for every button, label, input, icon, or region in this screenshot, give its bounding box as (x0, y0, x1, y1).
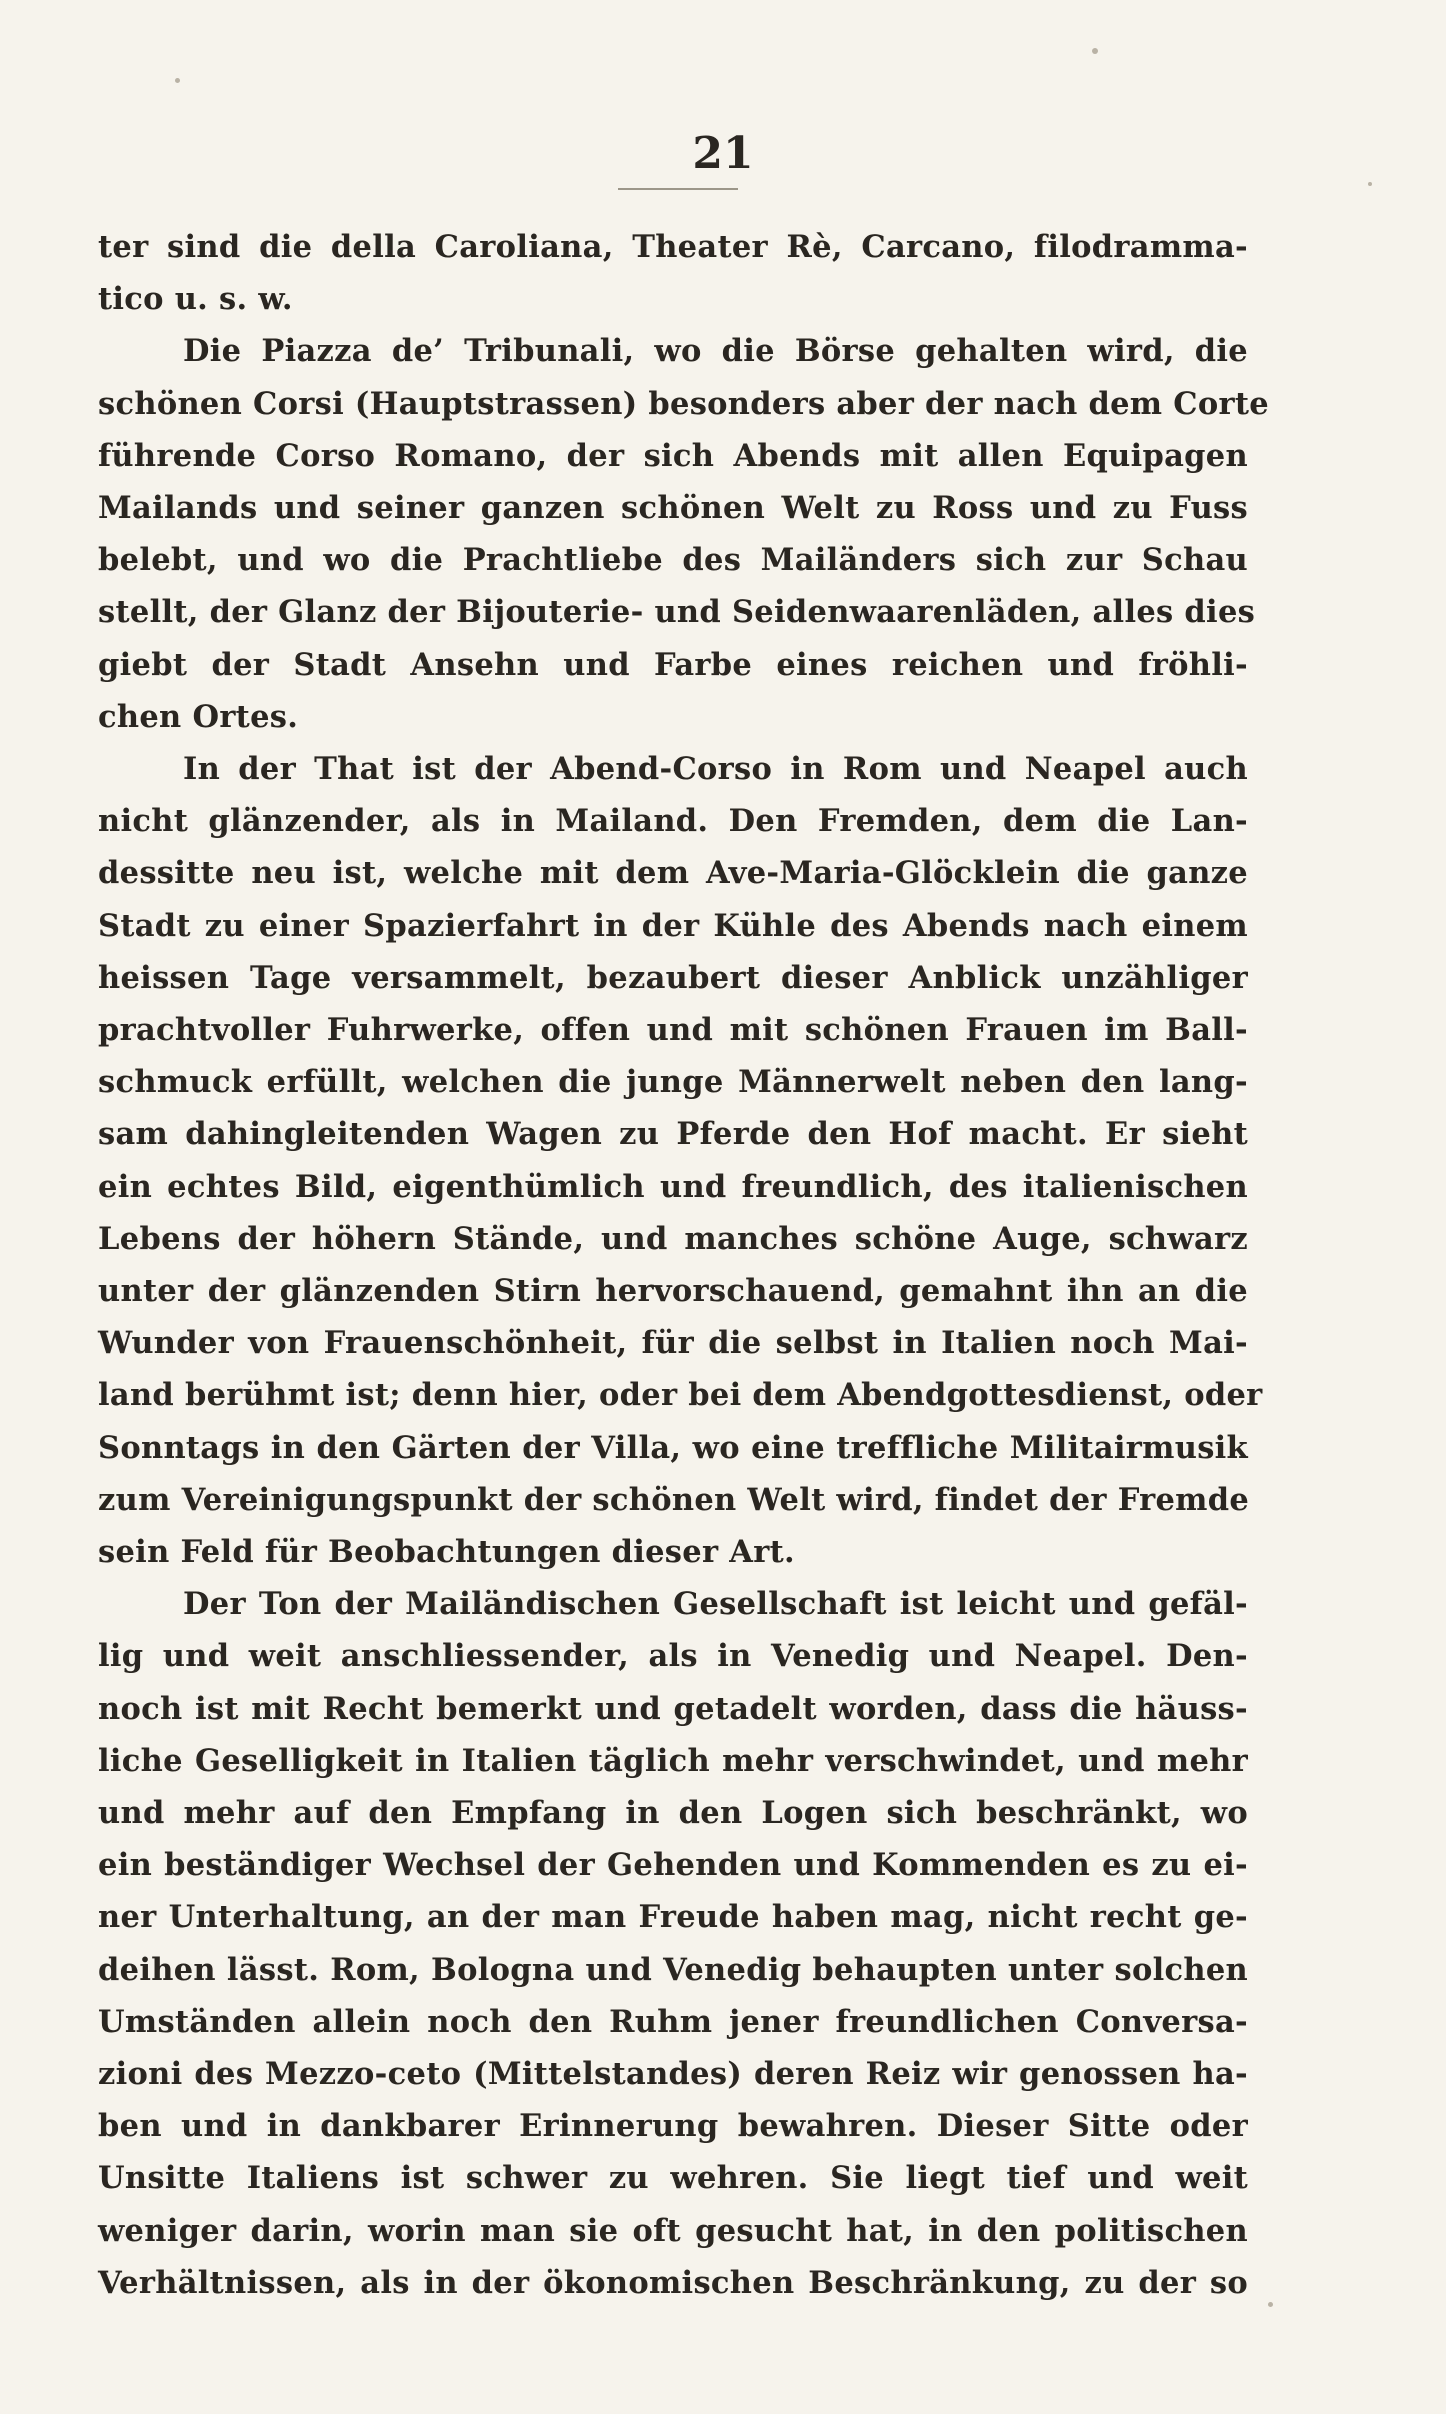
text-line: Lebens der höhern Stände, und manches schöne Auge, schwarz (98, 1220, 1248, 1257)
text-line: schmuck erfüllt, welchen die junge Männerwelt neben den lang- (98, 1064, 1248, 1101)
text-line: Der Ton der Mailändischen Gesellschaft ist leicht und gefäl- (183, 1586, 1248, 1623)
text-line: sam dahingleitenden Wagen zu Pferde den Hof macht. Er sieht (98, 1116, 1248, 1153)
text-line: Stadt zu einer Spazierfahrt in der Kühle des Abends nach einem (98, 907, 1248, 944)
header-rule (618, 188, 738, 190)
text-line: prachtvoller Fuhrwerke, offen und mit schönen Frauen im Ball- (98, 1012, 1248, 1048)
text-line: stellt, der Glanz der Bijouterie- und Seidenwaarenläden, alles dies (98, 594, 1256, 631)
text-line: sein Feld für Beobachtungen dieser Art. (98, 1534, 795, 1570)
text-line: Umständen allein noch den Ruhm jener freundlichen Conversa- (98, 2003, 1248, 2040)
text-line: zum Vereinigungspunkt der schönen Welt wird, findet der Fremde (98, 1481, 1250, 1518)
text-line: und mehr auf den Empfang in den Logen sich beschränkt, wo (98, 1795, 1248, 1831)
text-line: weniger darin, worin man sie oft gesucht hat, in den politischen (98, 2212, 1248, 2249)
text-line: noch ist mit Recht bemerkt und getadelt worden, dass die häuss- (98, 1690, 1248, 1727)
text-line: tico u. s. w. (98, 281, 293, 318)
text-line: deihen lässt. Rom, Bologna und Venedig behaupten unter solchen (98, 1951, 1248, 1988)
page-number: 21 (692, 128, 754, 179)
paper-speck (175, 78, 180, 83)
text-line: heissen Tage versammelt, bezaubert dieser Anblick unzähliger (98, 959, 1248, 996)
text-line: chen Ortes. (98, 698, 299, 735)
text-line: liche Geselligkeit in Italien täglich mehr verschwindet, und mehr (98, 1742, 1248, 1779)
paper-speck (1368, 182, 1372, 186)
text-line: land berühmt ist; denn hier, oder bei dem Abendgottesdienst, oder (98, 1377, 1263, 1414)
paper-speck (1268, 2302, 1273, 2307)
paper-speck (1092, 48, 1098, 54)
text-line: führende Corso Romano, der sich Abends mit allen Equipagen (98, 437, 1248, 474)
text-line: Mailands und seiner ganzen schönen Welt zu Ross und zu Fuss (98, 490, 1248, 526)
text-line: dessitte neu ist, welche mit dem Ave-Maria-Glöcklein die ganze (98, 855, 1248, 892)
text-line: Unsitte Italiens ist schwer zu wehren. Sie liegt tief und weit (98, 2160, 1248, 2197)
text-line: ein echtes Bild, eigenthümlich und freundlich, des italienischen (98, 1168, 1248, 1205)
text-line: zioni des Mezzo-ceto (Mittelstandes) deren Reiz wir genossen ha- (98, 2056, 1248, 2092)
text-line: Sonntags in den Gärten der Villa, wo eine treffliche Militairmusik (98, 1429, 1248, 1466)
text-line: nicht glänzender, als in Mailand. Den Fremden, dem die Lan- (98, 803, 1248, 840)
text-line: unter der glänzenden Stirn hervorschauend, gemahnt ihn an die (98, 1273, 1248, 1309)
text-line: ein beständiger Wechsel der Gehenden und Kommenden es zu ei- (98, 1847, 1248, 1884)
text-line: Wunder von Frauenschönheit, für die selbst in Italien noch Mai- (98, 1325, 1248, 1362)
text-line: giebt der Stadt Ansehn und Farbe eines reichen und fröhli- (98, 646, 1248, 683)
text-line: Die Piazza de’ Tribunali, wo die Börse gehalten wird, die (183, 333, 1248, 370)
text-line: ner Unterhaltung, an der man Freude haben mag, nicht recht ge- (98, 1899, 1248, 1936)
text-line: lig und weit anschliessender, als in Venedig und Neapel. Den- (98, 1638, 1248, 1675)
text-line: belebt, und wo die Prachtliebe des Mailänders sich zur Schau (98, 542, 1248, 579)
text-line: Verhältnissen, als in der ökonomischen Beschränkung, zu der so (98, 2264, 1248, 2301)
text-line: schönen Corsi (Hauptstrassen) besonders aber der nach dem Corte (98, 385, 1269, 422)
text-line: In der That ist der Abend-Corso in Rom und Neapel auch (183, 751, 1248, 787)
text-line: ben und in dankbarer Erinnerung bewahren. Dieser Sitte oder (98, 2108, 1248, 2145)
text-line: ter sind die della Caroliana, Theater Rè, Carcano, filodramma- (98, 229, 1248, 265)
